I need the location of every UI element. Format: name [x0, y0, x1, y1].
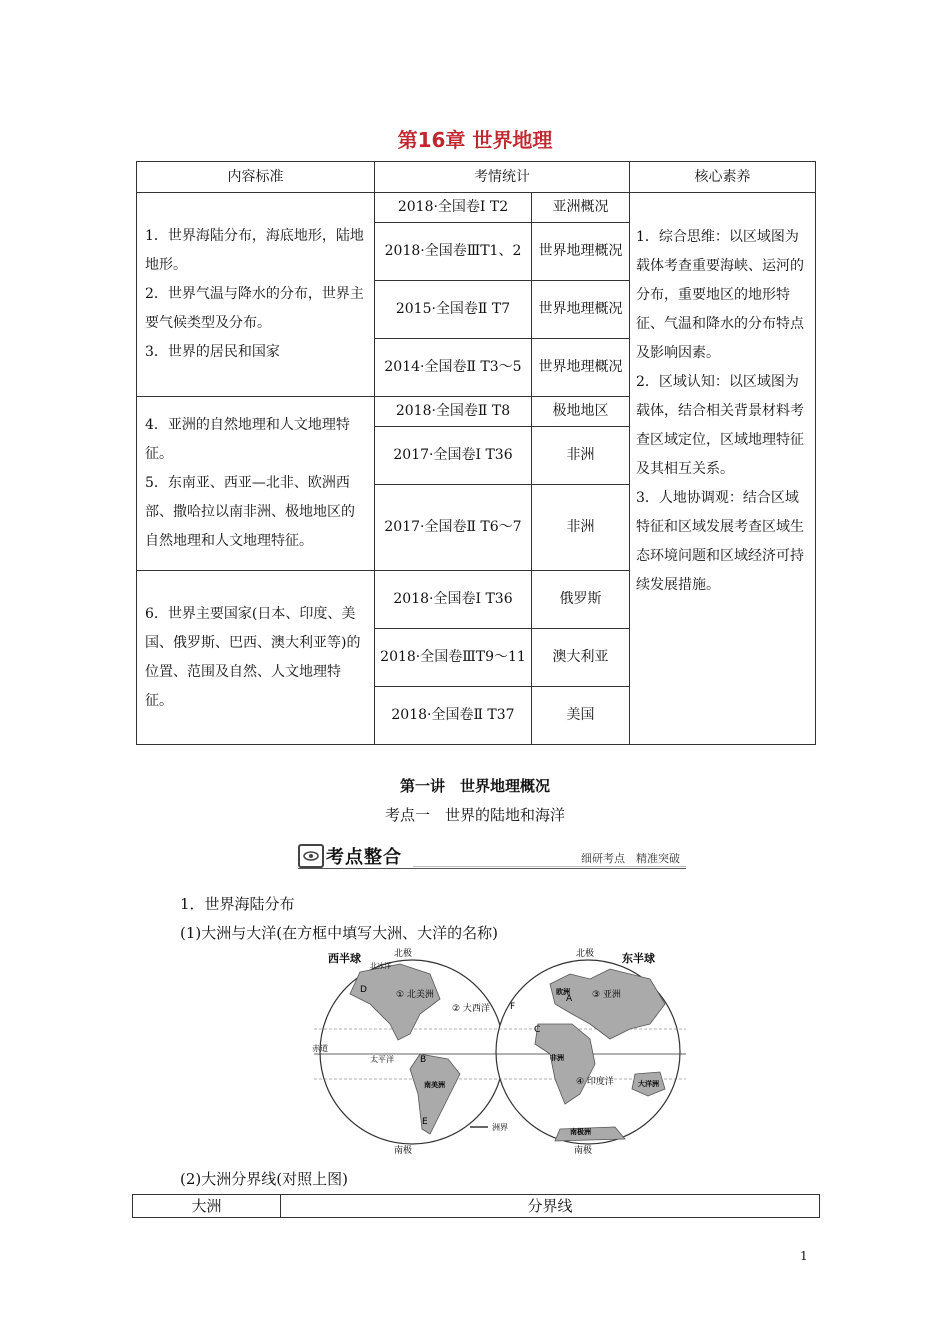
- chapter-title: 第16章 世界地理: [397, 128, 553, 152]
- europe-label: 欧洲: [556, 988, 570, 996]
- antarctica-label: 南极洲: [570, 1128, 591, 1136]
- exam-cell: 2014·全国卷Ⅱ T3～5: [375, 339, 532, 397]
- header-boundary: 分界线: [281, 1195, 820, 1218]
- topic-cell: 世界地理概况: [532, 281, 630, 339]
- exam-cell: 2015·全国卷Ⅱ T7: [375, 281, 532, 339]
- west-hemisphere-label: 西半球: [328, 952, 361, 965]
- letter-b: B: [420, 1055, 427, 1065]
- standards-group-3: [137, 571, 375, 745]
- table-header-row: [133, 1195, 820, 1218]
- literacy-item: 2．区域认知：以区域图为载体，结合相关背景材料考查区域定位，区域地理特征及其相互关系。: [636, 374, 804, 477]
- standard-item: 3．世界的居民和国家: [145, 344, 280, 360]
- header-exam-stats: 考情统计: [375, 162, 630, 193]
- topic-cell: 非洲: [532, 427, 630, 485]
- section-heading: 1．世界海陆分布: [180, 895, 295, 913]
- box-north-america: ① 北美洲: [396, 990, 434, 1000]
- standards-group-1: [137, 193, 375, 397]
- table-row: [137, 193, 816, 223]
- africa-label: 非洲: [550, 1054, 564, 1062]
- topic-cell: 世界地理概况: [532, 339, 630, 397]
- south-pole-label-east: 南极: [574, 1146, 593, 1156]
- lecture-title: 第一讲 世界地理概况: [399, 777, 550, 795]
- box-asia: ③ 亚洲: [592, 990, 621, 1000]
- box-indian-ocean: ④ 印度洋: [576, 1077, 614, 1087]
- exam-cell: 2018·全国卷ⅢT9～11: [375, 629, 532, 687]
- south-america-label: 南美洲: [424, 1081, 445, 1089]
- letter-c: C: [534, 1025, 541, 1035]
- subsection-heading: (1)大洲与大洋(在方框中填写大洲、大洋的名称): [180, 924, 498, 942]
- letter-d: D: [360, 985, 367, 995]
- oceania-label: 大洋洲: [638, 1080, 659, 1088]
- standard-item: 5．东南亚、西亚—北非、欧洲西部、撒哈拉以南非洲、极地地区的自然地理和人文地理特征。: [145, 475, 355, 549]
- letter-f: F: [510, 1002, 516, 1012]
- banner-subtitle: 细研考点 精准突破: [581, 852, 680, 865]
- legend-label: 洲界: [492, 1123, 508, 1132]
- exam-cell: 2018·全国卷Ⅰ T2: [375, 193, 532, 223]
- world-map-figure: [310, 944, 690, 1160]
- topic-cell: 美国: [532, 687, 630, 745]
- topic-cell: 世界地理概况: [532, 223, 630, 281]
- exam-cell: 2018·全国卷Ⅰ T36: [375, 571, 532, 629]
- standard-item: 1．世界海陆分布，海底地形，陆地地形。: [145, 228, 364, 273]
- exam-cell: 2018·全国卷ⅢT1、2: [375, 223, 532, 281]
- banner-divider: [298, 868, 686, 869]
- standards-group-2: [137, 397, 375, 571]
- topic-cell: 极地地区: [532, 397, 630, 427]
- header-content-standard: 内容标准: [137, 162, 375, 193]
- standard-item: 2．世界气温与降水的分布，世界主要气候类型及分布。: [145, 286, 364, 331]
- section-banner: [298, 842, 686, 870]
- pacific-label: 太平洋: [370, 1055, 394, 1064]
- header-core-literacy: 核心素养: [630, 162, 816, 193]
- point-title: 考点一 世界的陆地和海洋: [384, 806, 565, 824]
- standard-item: 6．世界主要国家(日本、印度、美国、俄罗斯、巴西、澳大利亚等)的位置、范围及自然、人文地理特征。: [145, 605, 361, 709]
- topic-cell: 俄罗斯: [532, 571, 630, 629]
- table-header-row: [137, 162, 816, 193]
- page-number: 1: [800, 1249, 808, 1263]
- equator-label: 赤道: [312, 1044, 328, 1053]
- north-pole-label-east: 北极: [576, 949, 595, 959]
- banner-divider: [413, 866, 686, 867]
- east-hemisphere-label: 东半球: [622, 952, 655, 965]
- literacy-item: 3．人地协调观：结合区域特征和区域发展考查区域生态环境问题和区域经济可持续发展措施。: [636, 490, 804, 593]
- exam-cell: 2017·全国卷Ⅰ T36: [375, 427, 532, 485]
- letter-a: A: [566, 994, 573, 1004]
- letter-e: E: [422, 1117, 428, 1127]
- overview-table: [136, 161, 816, 745]
- subsection-heading: (2)大洲分界线(对照上图): [180, 1170, 348, 1188]
- header-continent: 大洲: [133, 1195, 281, 1218]
- eye-icon: [298, 844, 324, 868]
- arctic-label: 北冰洋: [370, 962, 391, 970]
- banner-title: 考点整合: [326, 847, 402, 868]
- topic-cell: 亚洲概况: [532, 193, 630, 223]
- topic-cell: 澳大利亚: [532, 629, 630, 687]
- exam-cell: 2017·全国卷Ⅱ T6～7: [375, 485, 532, 571]
- box-atlantic: ② 大西洋: [452, 1004, 490, 1014]
- north-pole-label-west: 北极: [394, 949, 413, 959]
- literacy-item: 1．综合思维：以区域图为载体考查重要海峡、运河的分布，重要地区的地形特征、气温和降水的分布特点及影响因素。: [636, 229, 804, 361]
- literacy-cell: [630, 193, 816, 745]
- exam-cell: 2018·全国卷Ⅱ T8: [375, 397, 532, 427]
- south-pole-label-west: 南极: [394, 1146, 413, 1156]
- standard-item: 4．亚洲的自然地理和人文地理特征。: [145, 417, 350, 462]
- topic-cell: 非洲: [532, 485, 630, 571]
- exam-cell: 2018·全国卷Ⅱ T37: [375, 687, 532, 745]
- boundary-table: [132, 1194, 820, 1218]
